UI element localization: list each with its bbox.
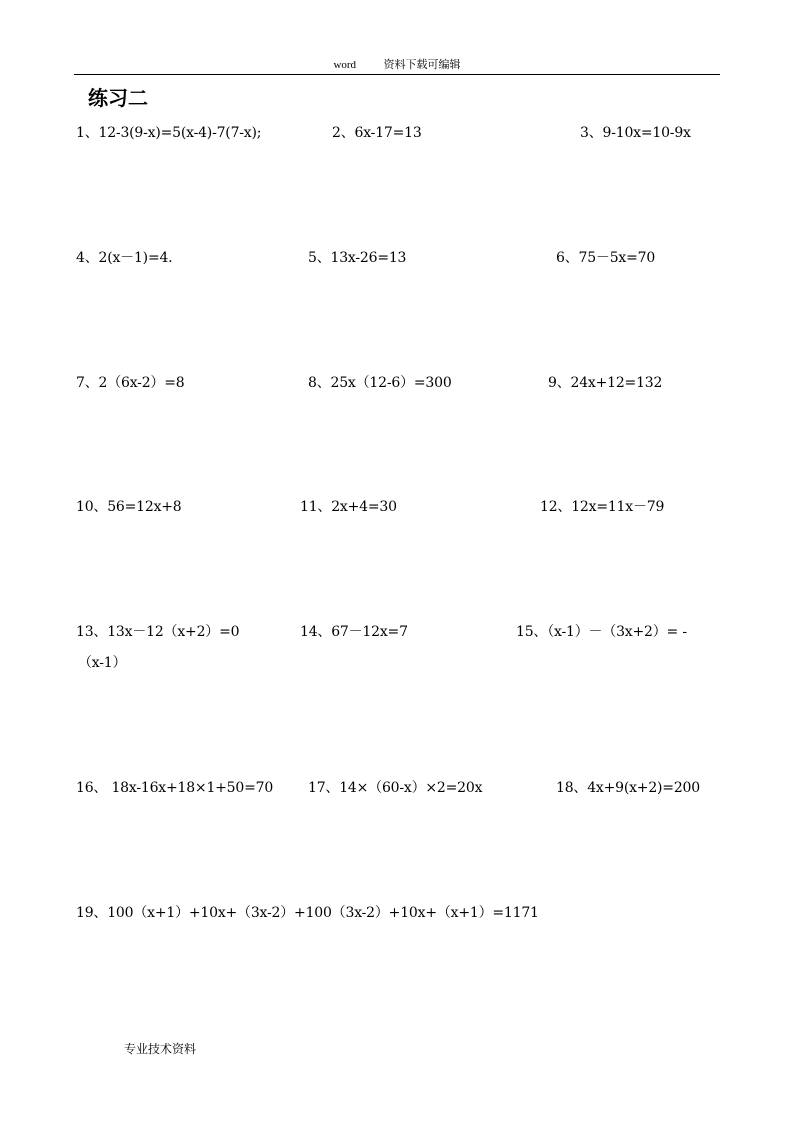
problem-5: 5、13x-26=13 [308,250,407,266]
problem-6: 6、75－5x=70 [556,250,656,266]
problem-10: 10、56=12x+8 [76,499,182,515]
page-header [74,57,720,75]
problem-9: 9、24x+12=132 [548,375,663,391]
problem-2: 2、6x-17=13 [332,125,422,141]
header-word: word [333,59,357,71]
header-text: 资料下载可编辑 [383,58,461,71]
problem-15-continuation: （x-1） [78,655,127,671]
problem-19: 19、100（x+1）+10x+（3x-2）+100（3x-2）+10x+（x+1）=1171 [76,905,539,921]
problem-17: 17、14×（60-x）×2=20x [308,780,483,796]
problem-4: 4、2(x－1)=4. [76,250,173,266]
problem-18: 18、4x+9(x+2)=200 [556,780,700,796]
problem-15: 15、（x-1）－（3x+2）= - [516,624,687,640]
problem-14: 14、67－12x=7 [300,624,408,640]
problem-12: 12、12x=11x－79 [540,499,665,515]
problem-8: 8、25x（12-6）=300 [308,375,452,391]
problem-11: 11、2x+4=30 [300,499,397,515]
problem-3: 3、9-10x=10-9x [580,125,691,141]
problem-16: 16、 18x-16x+18×1+50=70 [76,780,274,796]
page-title: 练习二 [88,86,148,110]
problem-13: 13、13x－12（x+2）=0 [76,624,240,640]
problem-1: 1、12-3(9-x)=5(x-4)-7(7-x); [76,125,262,141]
problem-7: 7、2（6x-2）=8 [76,375,185,391]
footer-text: 专业技术资料 [124,1042,197,1056]
